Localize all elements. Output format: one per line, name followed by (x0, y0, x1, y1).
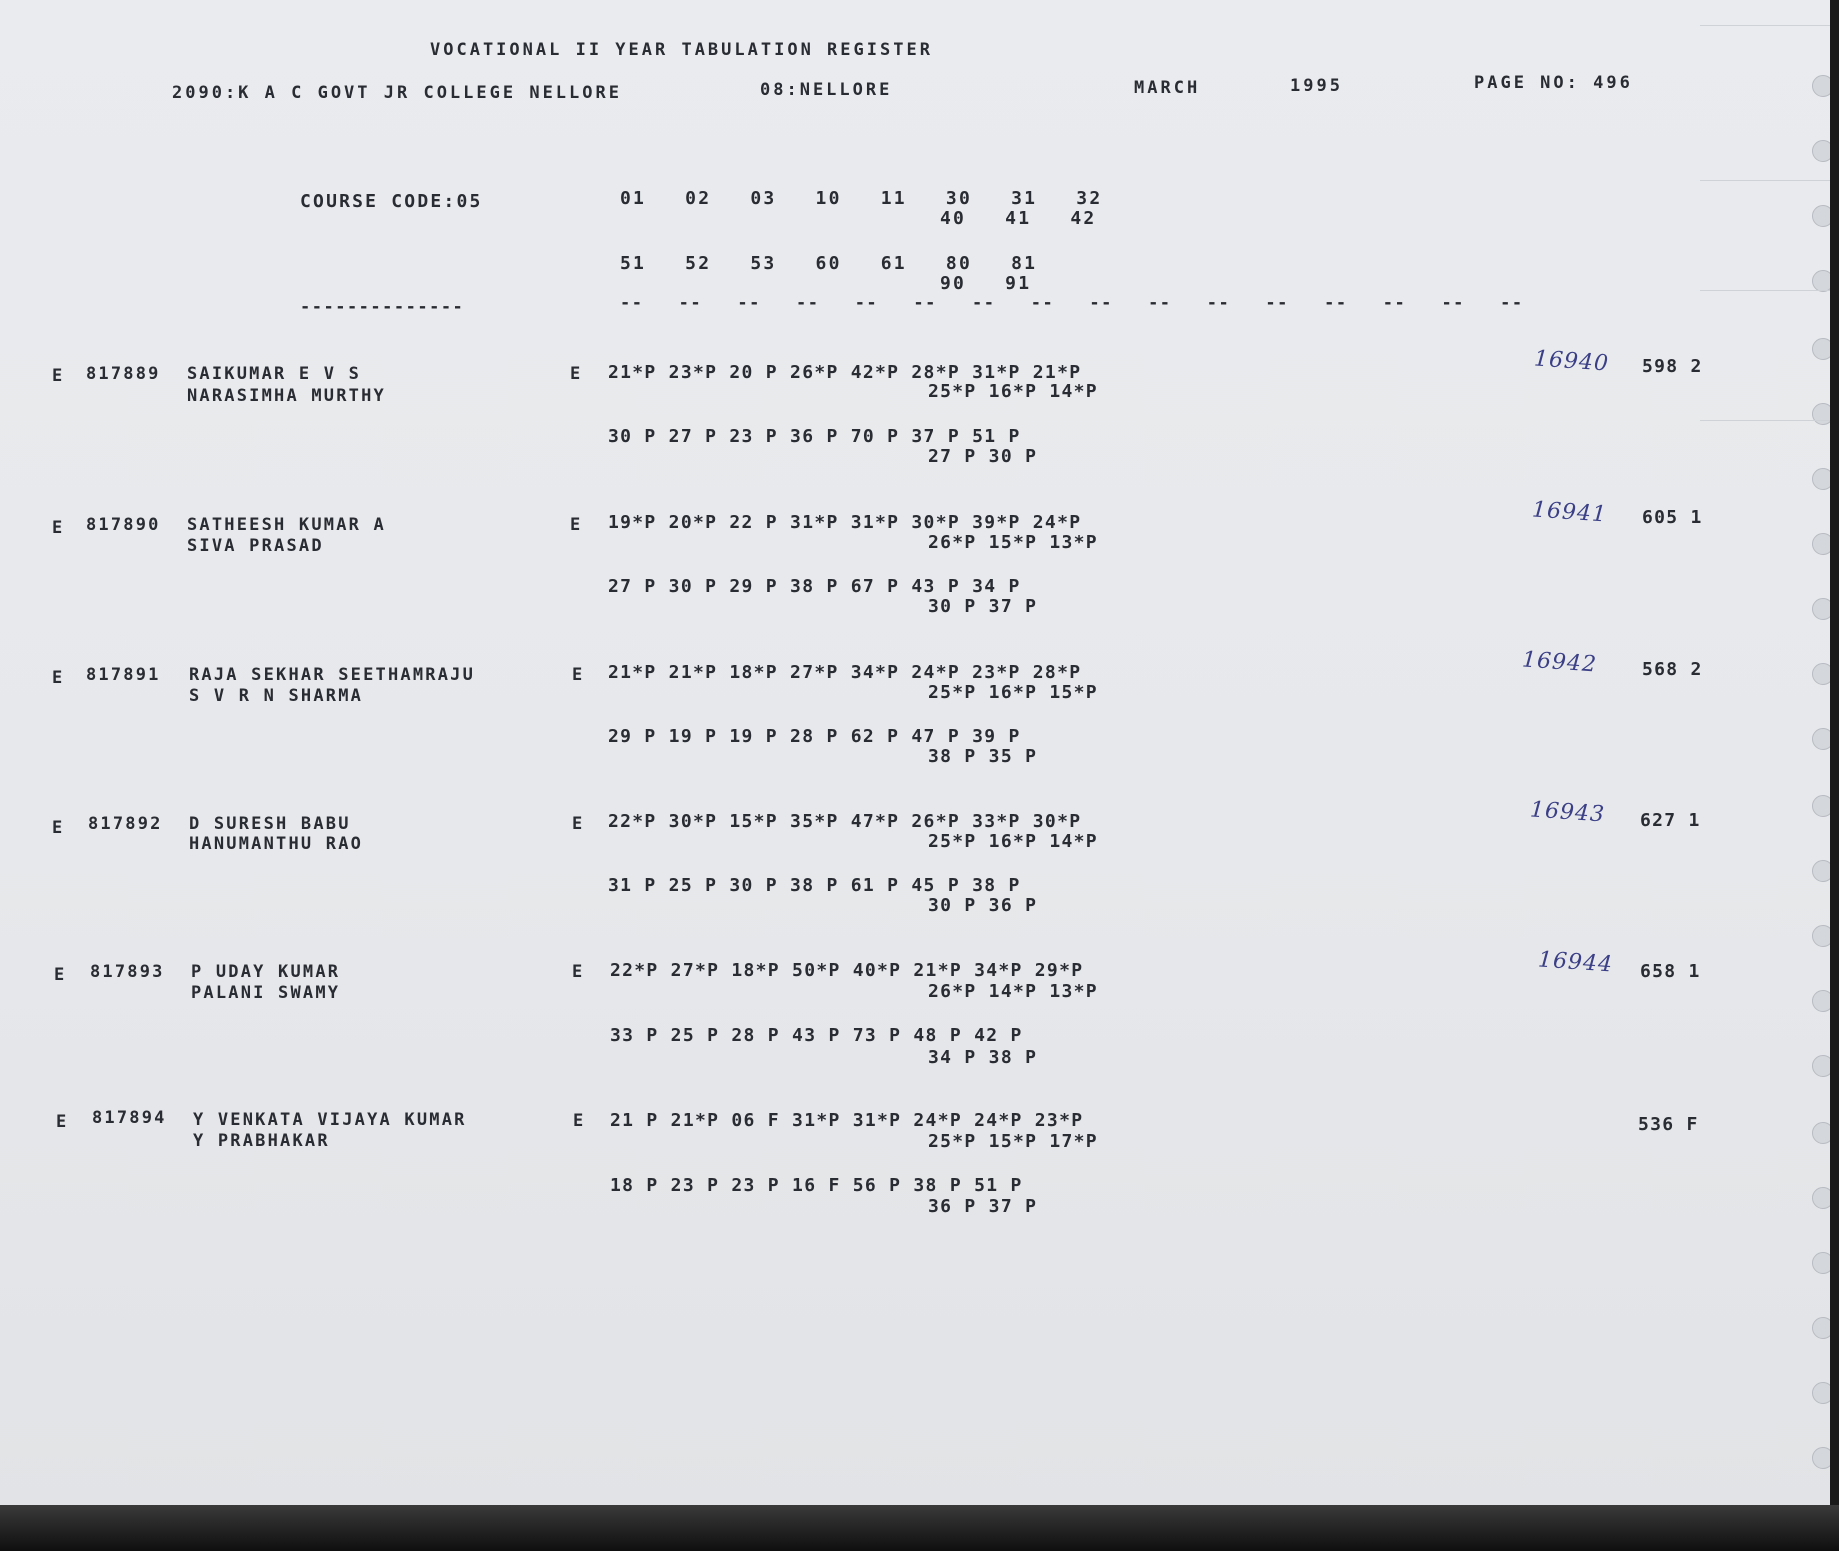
perforation-hole (1812, 795, 1830, 817)
district-name: 08:NELLORE (760, 80, 893, 100)
father-name: HANUMANTHU RAO (189, 834, 364, 854)
handwritten-number: 16942 (1521, 647, 1598, 678)
marks-row1b: 26*P 14*P 13*P (928, 981, 1098, 1002)
marks-row1: 21*P 23*P 20 P 26*P 42*P 28*P 31*P 21*P (608, 362, 1082, 383)
student-flag: E (52, 818, 65, 838)
father-name: SIVA PRASAD (187, 536, 324, 556)
register-number: 817891 (86, 665, 161, 685)
perforation-hole (1812, 205, 1830, 227)
college-name: 2090:K A C GOVT JR COLLEGE NELLORE (172, 83, 622, 103)
father-name: NARASIMHA MURTHY (187, 386, 386, 406)
exam-month: MARCH (1134, 78, 1201, 98)
medium: E (572, 814, 585, 834)
perforation-hole (1812, 1055, 1830, 1077)
register-number: 817894 (92, 1108, 167, 1128)
marks-row2b: 30 P 37 P (928, 596, 1038, 617)
perforation-hole (1812, 270, 1830, 292)
marks-row2b: 38 P 35 P (928, 746, 1038, 767)
student-name: RAJA SEKHAR SEETHAMRAJU (189, 665, 476, 685)
perforation-hole (1812, 1317, 1830, 1339)
total-result: 658 1 (1640, 961, 1701, 982)
perforation-hole (1812, 468, 1830, 490)
student-flag: E (54, 965, 67, 985)
perforation-hole (1812, 663, 1830, 685)
subject-codes-row2b: 90 91 (940, 273, 1032, 294)
subject-codes-row2: 51 52 53 60 61 80 81 (620, 253, 1038, 274)
marks-row2: 30 P 27 P 23 P 36 P 70 P 37 P 51 P (608, 426, 1021, 447)
perforation-hole (1812, 140, 1830, 162)
perforation-hole (1812, 1382, 1830, 1404)
marks-row1b: 26*P 15*P 13*P (928, 532, 1098, 553)
marks-row2: 29 P 19 P 19 P 28 P 62 P 47 P 39 P (608, 726, 1021, 747)
course-code: COURSE CODE:05 (300, 191, 483, 212)
marks-row1: 22*P 27*P 18*P 50*P 40*P 21*P 34*P 29*P (610, 960, 1084, 981)
register-number: 817890 (86, 515, 161, 535)
perforation-hole (1812, 338, 1830, 360)
perforation-hole (1812, 1447, 1830, 1469)
marks-row1: 21 P 21*P 06 F 31*P 31*P 24*P 24*P 23*P (610, 1110, 1084, 1131)
student-flag: E (52, 366, 65, 386)
medium: E (572, 665, 585, 685)
student-flag: E (52, 668, 65, 688)
handwritten-number: 16944 (1537, 947, 1614, 978)
register-number: 817893 (90, 962, 165, 982)
perforation-hole (1812, 1122, 1830, 1144)
subject-codes-row1: 01 02 03 10 11 30 31 32 (620, 188, 1103, 209)
register-number: 817892 (88, 814, 163, 834)
binder-edge (0, 1505, 1839, 1551)
student-flag: E (52, 518, 65, 538)
student-name: SATHEESH KUMAR A (187, 515, 386, 535)
perforation-line (1700, 290, 1830, 291)
exam-year: 1995 (1290, 76, 1343, 96)
student-name: Y VENKATA VIJAYA KUMAR (193, 1110, 467, 1130)
perforation-hole (1812, 403, 1830, 425)
total-result: 536 F (1638, 1114, 1699, 1135)
perforation-hole (1812, 533, 1830, 555)
marks-row2b: 34 P 38 P (928, 1047, 1038, 1068)
total-result: 568 2 (1642, 659, 1703, 680)
perforation-hole (1812, 728, 1830, 750)
perforation-line (1700, 420, 1830, 421)
marks-row2: 33 P 25 P 28 P 43 P 73 P 48 P 42 P (610, 1025, 1023, 1046)
medium: E (570, 515, 583, 535)
student-name: D SURESH BABU (189, 814, 351, 834)
perforation-hole (1812, 1252, 1830, 1274)
perforation-line (1700, 180, 1830, 181)
register-number: 817889 (86, 364, 161, 384)
handwritten-number: 16943 (1529, 797, 1606, 828)
marks-row1b: 25*P 15*P 17*P (928, 1131, 1098, 1152)
marks-row1: 19*P 20*P 22 P 31*P 31*P 30*P 39*P 24*P (608, 512, 1082, 533)
subject-codes-row1b: 40 41 42 (940, 208, 1097, 229)
father-name: Y PRABHAKAR (193, 1131, 330, 1151)
name-separator: -------------- (300, 297, 465, 317)
marks-row2: 18 P 23 P 23 P 16 F 56 P 38 P 51 P (610, 1175, 1023, 1196)
marks-row2b: 36 P 37 P (928, 1196, 1038, 1217)
father-name: PALANI SWAMY (191, 983, 341, 1003)
perforation-hole (1812, 1187, 1830, 1209)
perforation-line (1700, 25, 1830, 26)
column-separator: -- -- -- -- -- -- -- -- -- -- -- -- -- -- -- -- (620, 293, 1524, 313)
handwritten-number: 16941 (1531, 497, 1608, 528)
marks-row1b: 25*P 16*P 14*P (928, 381, 1098, 402)
marks-row2: 27 P 30 P 29 P 38 P 67 P 43 P 34 P (608, 576, 1021, 597)
medium: E (572, 962, 585, 982)
report-title: VOCATIONAL II YEAR TABULATION REGISTER (430, 40, 933, 60)
total-result: 598 2 (1642, 356, 1703, 377)
marks-row2b: 27 P 30 P (928, 446, 1038, 467)
perforation-hole (1812, 75, 1830, 97)
handwritten-number: 16940 (1533, 346, 1610, 377)
marks-row1b: 25*P 16*P 15*P (928, 682, 1098, 703)
perforation-hole (1812, 925, 1830, 947)
student-name: P UDAY KUMAR (191, 962, 341, 982)
father-name: S V R N SHARMA (189, 686, 364, 706)
perforation-hole (1812, 990, 1830, 1012)
medium: E (570, 364, 583, 384)
total-result: 605 1 (1642, 507, 1703, 528)
perforation-hole (1812, 598, 1830, 620)
marks-row1: 21*P 21*P 18*P 27*P 34*P 24*P 23*P 28*P (608, 662, 1082, 683)
marks-row1b: 25*P 16*P 14*P (928, 831, 1098, 852)
perforation-hole (1812, 860, 1830, 882)
student-name: SAIKUMAR E V S (187, 364, 362, 384)
student-flag: E (56, 1112, 69, 1132)
marks-row2: 31 P 25 P 30 P 38 P 61 P 45 P 38 P (608, 875, 1021, 896)
marks-row2b: 30 P 36 P (928, 895, 1038, 916)
marks-row1: 22*P 30*P 15*P 35*P 47*P 26*P 33*P 30*P (608, 811, 1082, 832)
page-number: PAGE NO: 496 (1474, 73, 1633, 93)
medium: E (573, 1111, 586, 1131)
total-result: 627 1 (1640, 810, 1701, 831)
